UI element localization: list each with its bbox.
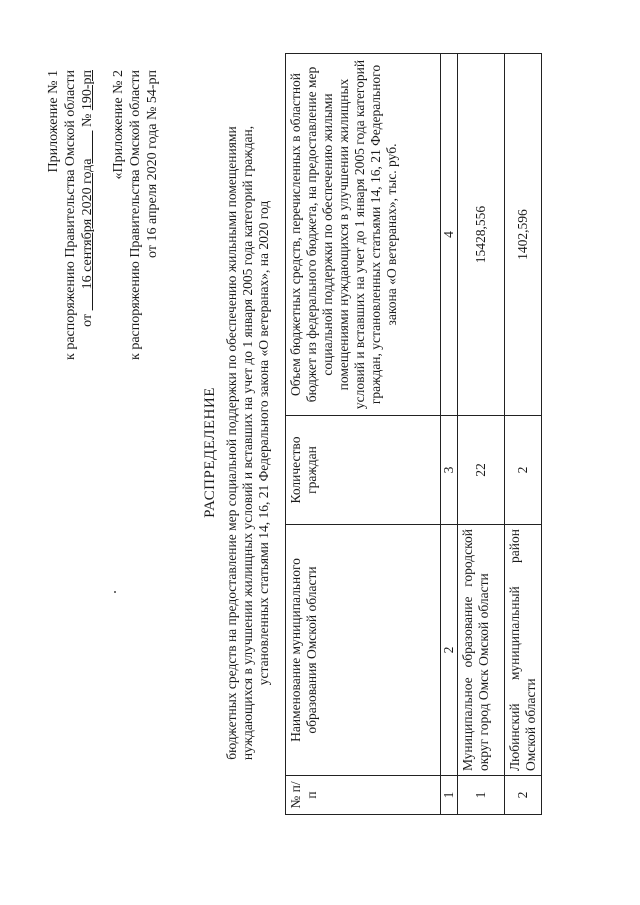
numbering-cell: 2: [441, 525, 458, 776]
scan-speck: [114, 591, 116, 593]
header-number: № п/п: [286, 776, 441, 815]
appendix2-reference: к распоряжению Правительства Омской области: [128, 70, 143, 360]
appendix-reference: к распоряжению Правительства Омской области: [63, 70, 78, 360]
numbering-cell: 4: [441, 54, 458, 416]
numbering-cell: 3: [441, 416, 458, 525]
header-citizens-count: Количество граждан: [286, 416, 441, 525]
header-municipality: Наименование муниципального образования Омской области: [286, 525, 441, 776]
document-subtitle: бюджетных средств на предоставление мер социальной поддержки по обеспечению жильными помещениями нуждающихся в улучшении жилищных условий и вставших на учет до 1 января 2005 года категорий граждан, установленных статьями 14, 16, 21 Федерального закона «О ветеранах», на 2020 год: [224, 125, 271, 761]
row-budget-amount: 1402,596: [505, 54, 542, 416]
row-citizens-count: 2: [505, 416, 542, 525]
row-municipality: Муниципальное образование городской округ город Омск Омской области: [458, 525, 505, 776]
appendix-date: 16 сентября 2020 года: [80, 158, 95, 290]
row-number: 2: [505, 776, 542, 815]
numbering-cell: 1: [441, 776, 458, 815]
document-title: РАСПРЕДЕЛЕНИЕ: [202, 387, 218, 518]
row-budget-amount: 15428,556: [458, 54, 505, 416]
appendix-header-2: [110, 70, 161, 360]
appendix-date-line: от 16 сентября 2020 года № 190-рп: [80, 70, 95, 327]
distribution-table: [285, 53, 542, 815]
appendix2-number: «Приложение № 2: [111, 70, 126, 180]
table-row: [458, 54, 505, 815]
row-citizens-count: 22: [458, 416, 505, 525]
appendix-number-value: 190-рп: [80, 70, 95, 111]
table-header-row: [286, 54, 441, 815]
appendix-header-1: [45, 70, 96, 360]
appendix2-date-line: от 16 апреля 2020 года № 54-рп: [145, 70, 160, 258]
table-row: [505, 54, 542, 815]
table-numbering-row: [441, 54, 458, 815]
row-number: 1: [458, 776, 505, 815]
header-budget-amount: Объем бюджетных средств, перечисленных в областной бюджет из федерального бюджета, на предоставление мер социальной поддержки по обеспечению жилыми помещениями нуждающихся в улучшении жилищных условий и вставших на учет до 1 января 2005 года категорий граждан, установленных статьями 14, 16, 21 Федерального закона «О ветеранах», тыс. руб.: [286, 54, 441, 416]
appendix-number: Приложение № 1: [46, 70, 61, 173]
row-municipality: Любинский муниципальный район Омской области: [505, 525, 542, 776]
